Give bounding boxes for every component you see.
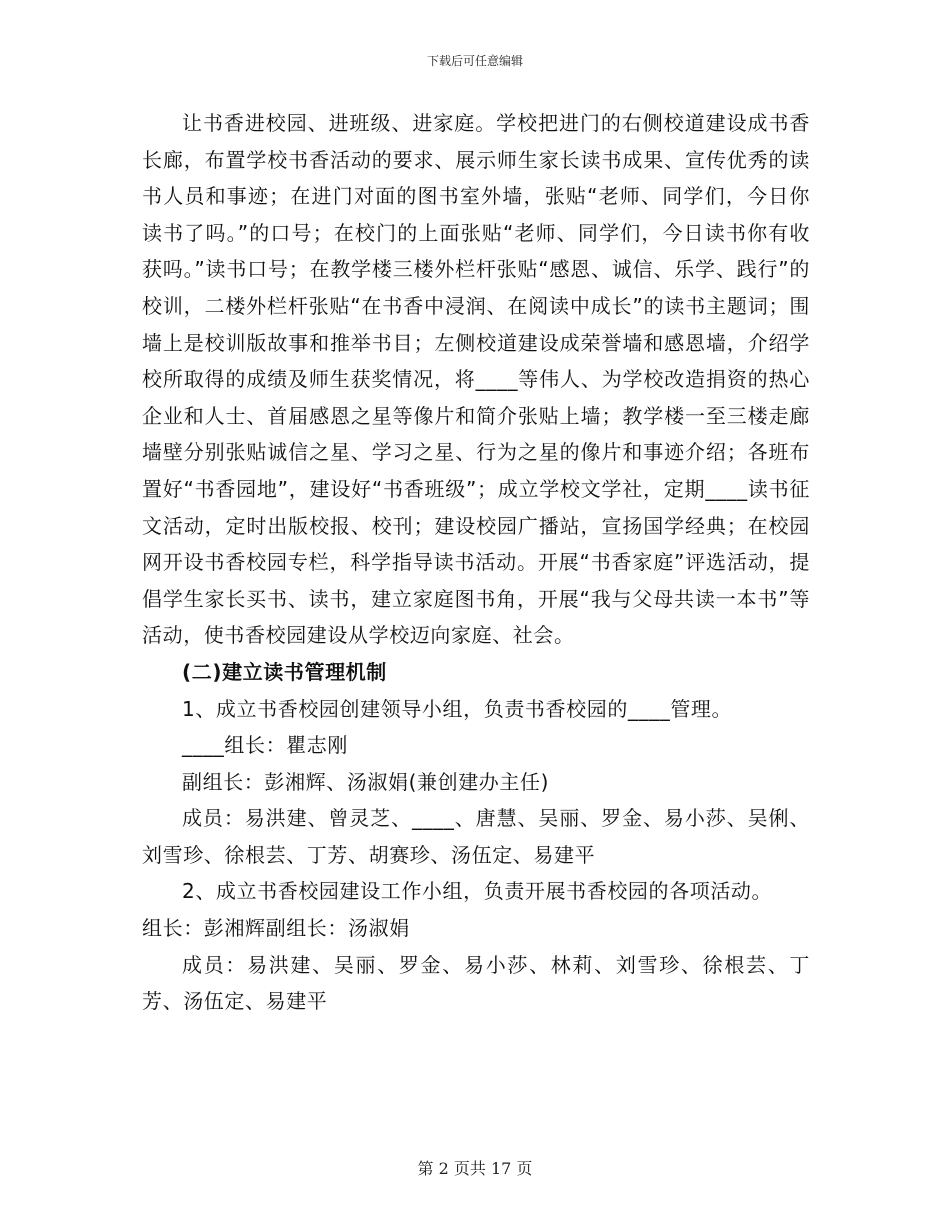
working-group-members-line: 成员：易洪建、吴丽、罗金、易小莎、林莉、刘雪珍、徐根芸、丁芳、汤伍定、易建平 xyxy=(142,952,810,1014)
paragraph-reading-campus: 让书香进校园、进班级、进家庭。学校把进门的右侧校道建设成书香长廊，布置学校书香活动的要求、展示师生家长读书成果、宣传优秀的读书人员和事迹；在进门对面的图书室外墙，张贴“老师、同学们，今日你读书了吗。”的口号；在校门的上面张贴“老师、同学们，今日读书你有收获吗。”读书口号；在教学楼三楼外栏杆张贴“感恩、诚信、乐学、践行”的校训，二楼外栏杆张贴“在书香中浸润、在阅读中成长”的读书主题词；围墙上是校训版故事和推举书目；左侧校道建设成荣誉墙和感恩墙，介绍学校所取得的成绩及师生获奖情况，将____等伟人、为学校改造捐资的热心企业和人士、首届感恩之星等像片和简介张贴上墙；教学楼一至三楼走廊墙壁分别张贴诚信之星、学习之星、行为之星的像片和事迹介绍；各班布置好“书香园地”，建设好“书香班级”；成立学校文学社，定期____读书征文活动，定时出版校报、校刊；建设校园广播站，宣扬国学经典；在校园网开设书香校园专栏，科学指导读书活动。开展“书香家庭”评选活动，提倡学生家长买书、读书，建立家庭图书角，开展“我与父母共读一本书”等活动，使书香校园建设从学校迈向家庭、社会。 xyxy=(142,111,810,648)
list-item-leadership-group: 1、成立书香校园创建领导小组，负责书香校园的____管理。 xyxy=(182,696,733,721)
document-body xyxy=(142,105,810,1020)
deputy-leader-line: 副组长：彭湘辉、汤淑娟(兼创建办主任) xyxy=(182,769,550,794)
page-number: 第 2 页共 17 页 xyxy=(417,1159,533,1178)
members-line: 成员：易洪建、曾灵芝、____、唐慧、吴丽、罗金、易小莎、吴俐、刘雪珍、徐根芸、丁芳、胡赛珍、汤伍定、易建平 xyxy=(142,806,810,867)
list-item-working-group: 2、成立书香校园建设工作小组，负责开展书香校园的各项活动。 xyxy=(182,879,773,904)
page-header: 下载后可任意编辑 xyxy=(426,54,523,68)
section-heading: (二)建立读书管理机制 xyxy=(182,659,387,684)
working-group-leaders-line: 组长：彭湘辉副组长：汤淑娟 xyxy=(142,916,410,941)
leader-line: ____组长：瞿志刚 xyxy=(182,733,348,758)
